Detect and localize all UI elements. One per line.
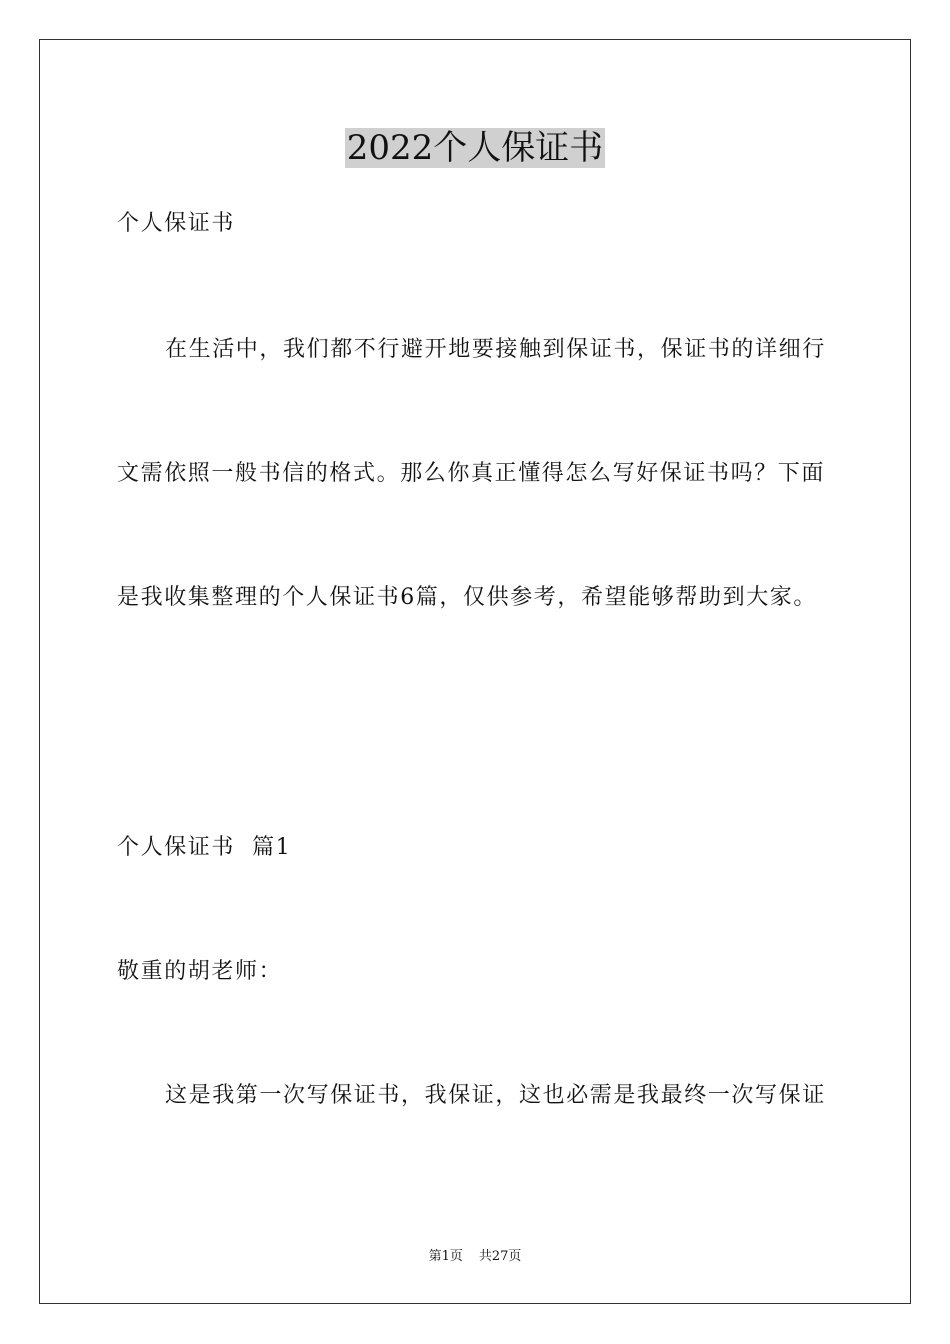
document-subtitle: 个人保证书 xyxy=(117,211,236,236)
intro-line-1: 在生活中，我们都不行避开地要接触到保证书，保证书的详细行 xyxy=(165,337,826,362)
intro-line-3: 是我收集整理的个人保证书6篇，仅供参考，希望能够帮助到大家。 xyxy=(117,585,817,610)
document-title-text: 2022个人保证书 xyxy=(346,128,604,168)
body-line-1: 这是我第一次写保证书，我保证，这也必需是我最终一次写保证 xyxy=(165,1083,826,1108)
page-number: 第1页 xyxy=(428,1249,463,1264)
document-title xyxy=(0,128,950,168)
intro-line-2: 文需依照一般书信的格式。那么你真正懂得怎么写好保证书吗？下面 xyxy=(117,461,826,486)
page-total: 共27页 xyxy=(478,1249,522,1264)
page-footer xyxy=(0,1248,950,1266)
salutation: 敬重的胡老师： xyxy=(117,959,283,984)
section-heading: 个人保证书 篇1 xyxy=(117,835,292,860)
